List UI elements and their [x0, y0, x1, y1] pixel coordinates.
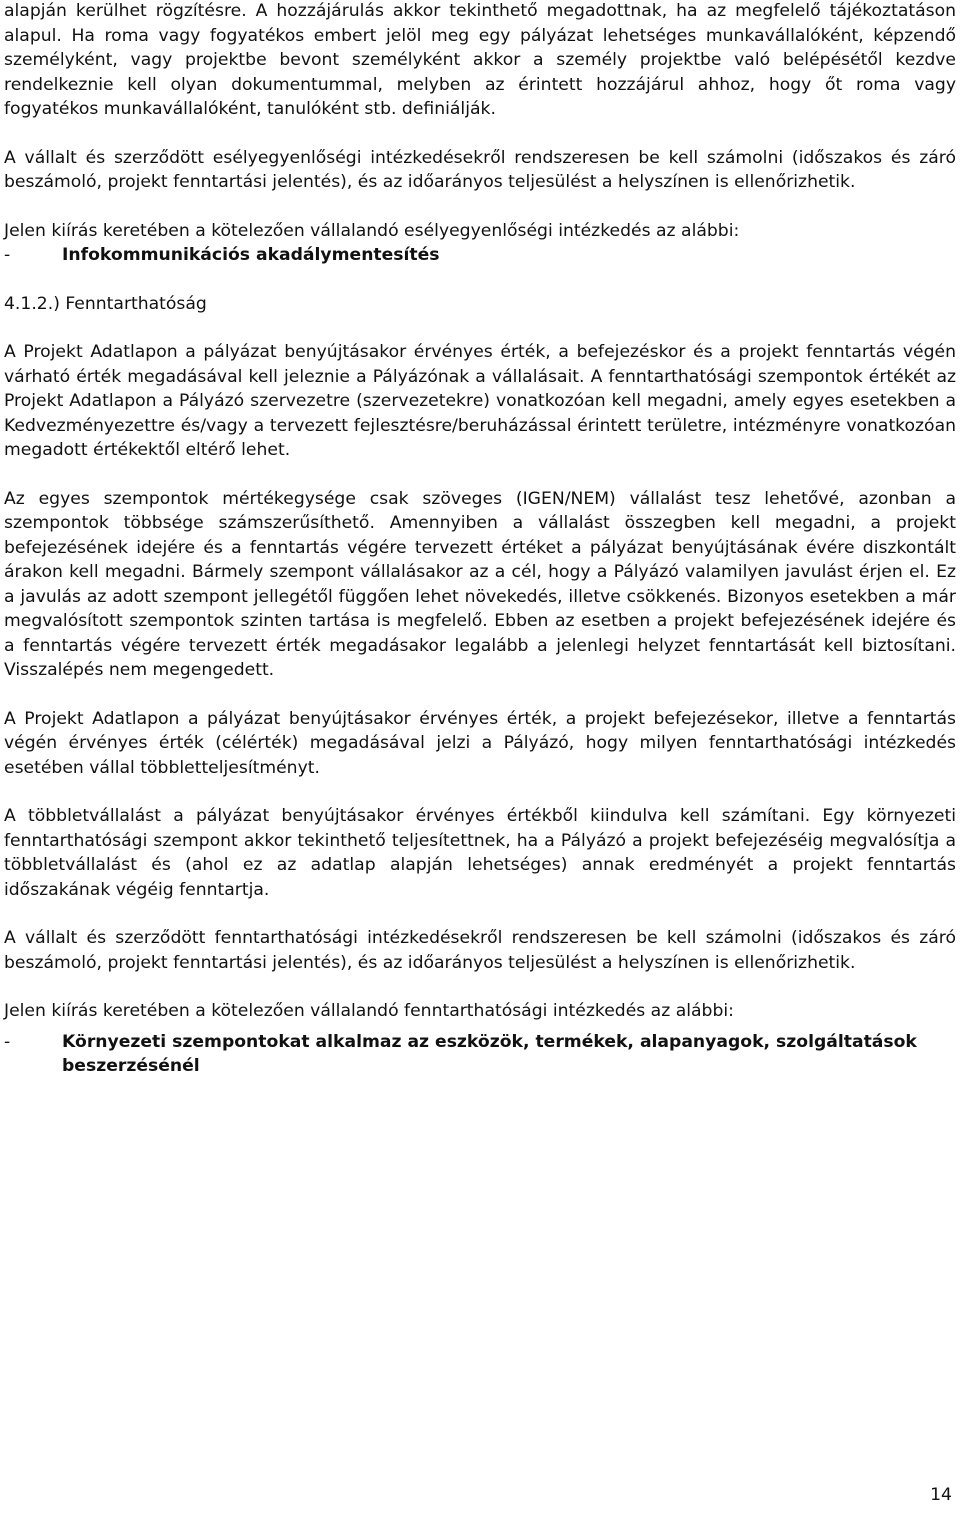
paragraph-equal-opportunity-reporting: A vállalt és szerződött esélyegyenlőségi intézkedésekről rendszeresen be kell számolni (időszakos és záró beszámoló, projekt fenntartási jelentés), és az időarányos teljesülést a helyszínen is ellenőrizhetik. [4, 147, 956, 192]
list-item-text: Infokommunikációs akadálymentesítés [62, 245, 440, 265]
paragraph-units: Az egyes szempontok mértékegysége csak szöveges (IGEN/NEM) vállalást tesz lehetővé, azonban a szempontok többsége számszerűsíthető. Amennyiben a vállalást összegben kell megadni, a projekt befejezésének idejére és a fenntartás végére tervezett értéket a pályázat benyújtásának évére diszkontált árakon kell megadni. Bármely szempont vállalásakor az a cél, hogy a Pályázó valamilyen javulást érjen el. Ez a javulás az adott szempont jellegétől függően lehet növekedés, illetve csökkenés. Bizonyos esetekben a már megvalósított szempontok szinten tartása is megfelelő. Ebben az esetben a projekt befejezésének idejére és a fenntartás végére tervezett érték megadásakor legalább a jelenlegi helyzet fenntartását kell biztosítani. Visszalépés nem megengedett. [4, 488, 956, 680]
list-dash: - [4, 1031, 11, 1052]
document-page [4, 0, 956, 1079]
section-heading: 4.1.2.) Fenntarthatóság [4, 293, 207, 314]
paragraph-sustainability-reporting: A vállalt és szerződött fenntarthatósági intézkedésekről rendszeresen be kell számolni (időszakos és záró beszámoló, projekt fenntartási jelentés), és az időarányos teljesülést a helyszínen is ellenőrizhetik. [4, 928, 956, 973]
paragraph-target-values: A Projekt Adatlapon a pályázat benyújtásakor érvényes érték, a projekt befejezésekor, illetve a fenntartás végén érvényes érték (célérték) megadásával jelzi a Pályázó, hogy milyen fenntarthatósági intézkedés esetében vállal többletteljesítményt. [4, 708, 956, 778]
page-number: 14 [930, 1485, 952, 1505]
list-item-environmental-procurement [4, 1030, 956, 1079]
paragraph-equal-opportunity-mandatory: Jelen kiírás keretében a kötelezően vállalandó esélyegyenlőségi intézkedés az alábbi: [4, 220, 740, 241]
paragraph-consent: alapján kerülhet rögzítésre. A hozzájárulás akkor tekinthető megadottnak, ha az megfelelő tájékoztatáson alapul. Ha roma vagy fogyatékos embert jelöl meg egy pályázat lehetséges munkavállalóként, képzendő személyként, vagy projektbe bevont személyként akkor a személy projektbe való belépésétől kezdve rendelkeznie kell olyan dokumentummal, melyben az érintett hozzájárul ahhoz, hogy őt roma vagy fogyatékos munkavállalóként, tanulóként stb. definiálják. [4, 1, 956, 119]
paragraph-project-datasheet: A Projekt Adatlapon a pályázat benyújtásakor érvényes érték, a befejezéskor és a projekt fenntartás végén várható érték megadásával kell jeleznie a Pályázónak a vállalásait. A fenntarthatósági szempontok értékét az Projekt Adatlapon a Pályázó szervezetre (szervezetekre) vonatkozóan kell megadni, amely egyes esetekben a Kedvezményezettre és/vagy a tervezett fejlesztésre/beruházással érintett területre, intézményre vonatkozóan megadott értékektől eltérő lehet. [4, 342, 956, 460]
paragraph-extra-commitment: A többletvállalást a pályázat benyújtásakor érvényes értékből kiindulva kell számítani. Egy környezeti fenntarthatósági szempont akkor tekinthető teljesítettnek, ha a Pályázó a projekt befejezéséig megvalósítja a többletvállalást és (ahol ez az adatlap alapján lehetséges) annak eredményét a projekt fenntartás időszakának végéig fenntartja. [4, 806, 956, 900]
list-item-text: Környezeti szempontokat alkalmaz az eszközök, termékek, alapanyagok, szolgáltatások beszerzésénél [62, 1031, 917, 1076]
paragraph-sustainability-mandatory: Jelen kiírás keretében a kötelezően vállalandó fenntarthatósági intézkedés az alábbi: [4, 1001, 734, 1021]
list-dash: - [4, 245, 11, 265]
list-item-accessibility [4, 243, 956, 268]
